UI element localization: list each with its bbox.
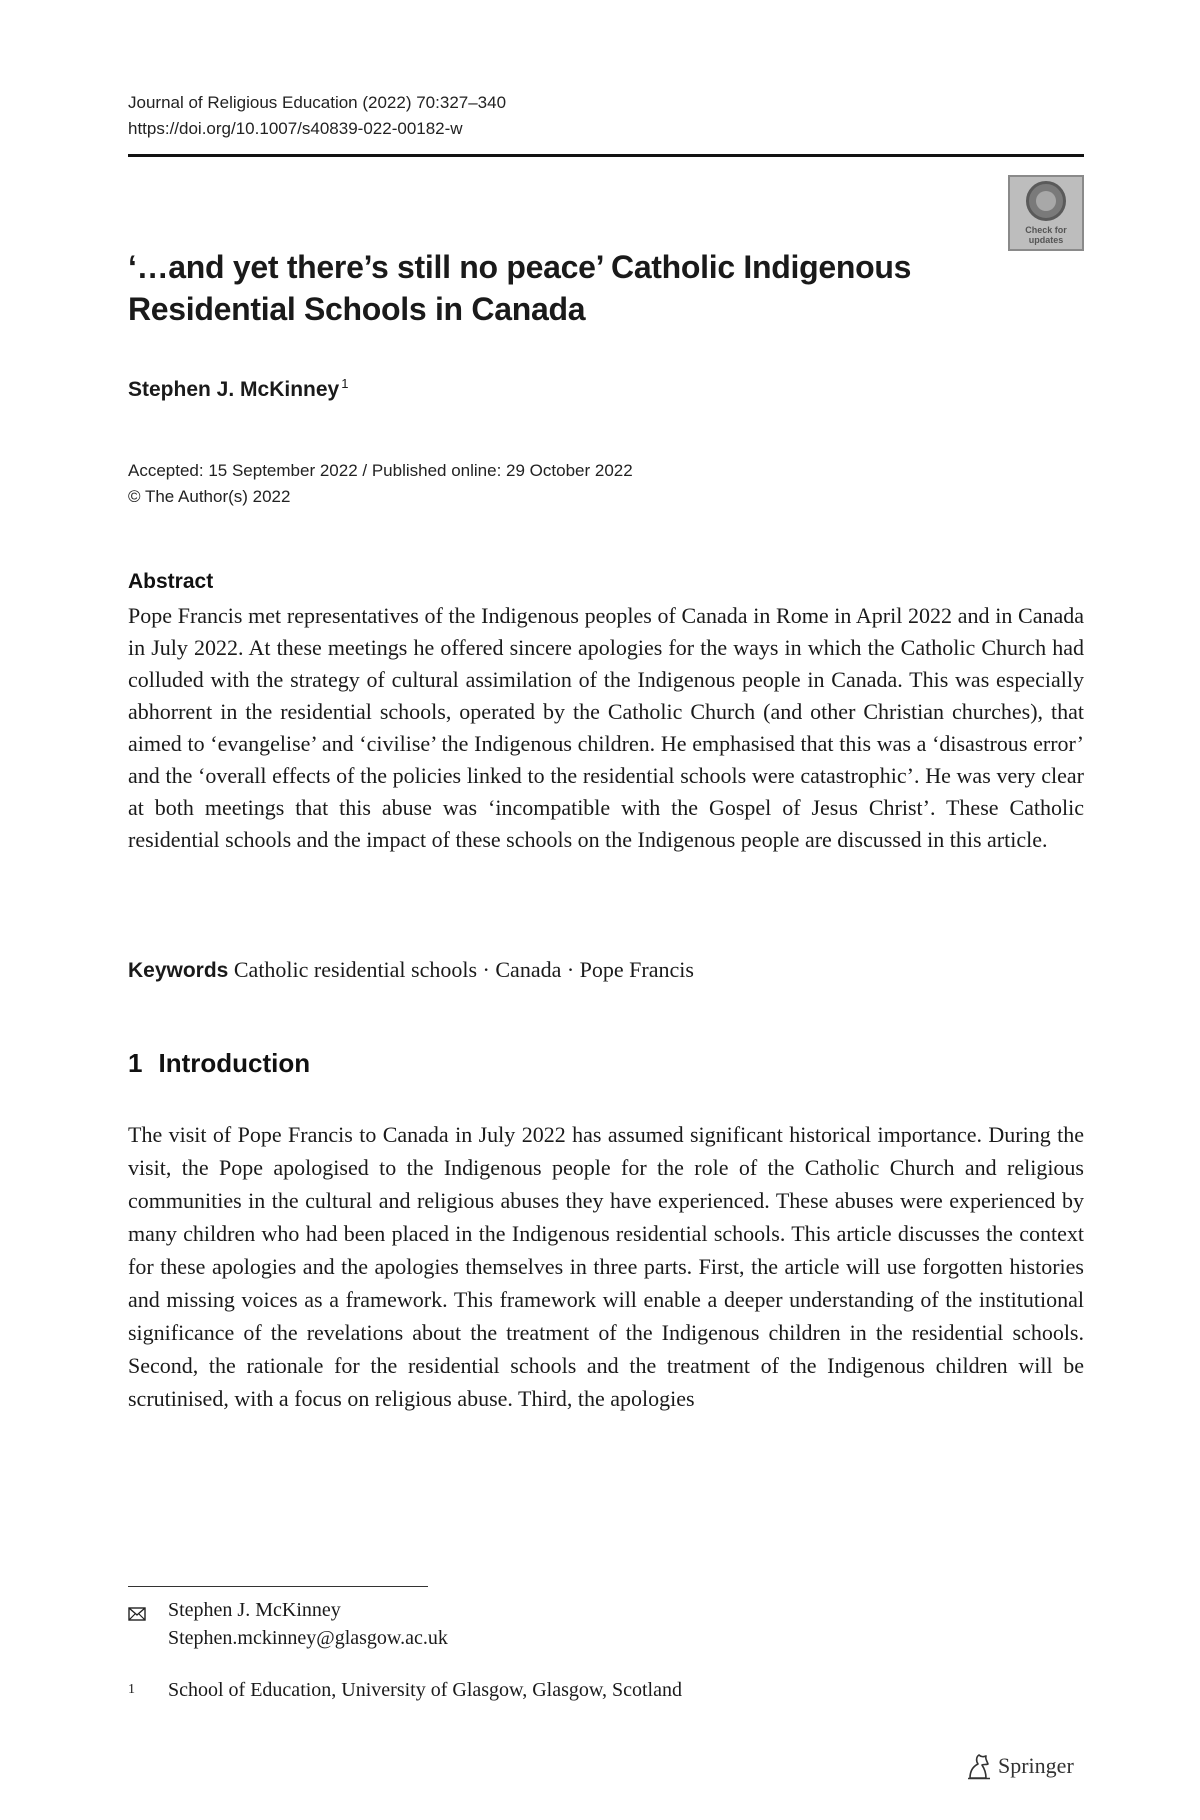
doi-link[interactable]: https://doi.org/10.1007/s40839-022-00182-w <box>128 119 463 138</box>
keyword-item: Canada <box>495 957 562 982</box>
keyword-separator: · <box>561 957 580 982</box>
publication-dates <box>128 458 633 510</box>
crossmark-icon <box>1026 181 1066 221</box>
author-name-text: Stephen J. McKinney <box>128 378 340 401</box>
abstract-heading: Abstract <box>128 570 214 593</box>
affiliation-number: 1 <box>128 1682 135 1697</box>
keyword-item: Catholic residential schools <box>233 957 478 982</box>
section-title: Introduction <box>158 1048 311 1078</box>
header-rule <box>128 154 1084 157</box>
affiliation-footnote <box>128 1676 682 1704</box>
keyword-item: Pope Francis <box>579 957 694 982</box>
keyword-separator: · <box>477 957 496 982</box>
journal-citation: Journal of Religious Education (2022) 70:327–340 <box>128 93 507 112</box>
footnote-rule <box>128 1586 428 1587</box>
section-heading <box>128 1048 310 1079</box>
contact-name: Stephen J. McKinney <box>168 1599 341 1621</box>
contact-email[interactable]: Stephen.mckinney@glasgow.ac.uk <box>168 1627 448 1649</box>
author-name <box>128 376 348 402</box>
check-for-updates-badge[interactable] <box>1008 175 1084 251</box>
publisher-name: Springer <box>998 1753 1074 1778</box>
keywords-label: Keywords <box>128 959 229 982</box>
springer-horse-icon <box>966 1752 992 1780</box>
introduction-text: The visit of Pope Francis to Canada in July 2022 has assumed significant historical importance. During the visit, the Pope apologised to the Indigenous people for the role of the Catholic Church and religious communities in the cultural and religious abuses they have experienced. These abuses were experienced by many children who had been placed in the Indigenous residential schools. This article discusses the context for these apologies and the apologies themselves in three parts. First, the article will use forgotten histories and missing voices as a framework. This framework will enable a deeper understanding of the institutional significance of the revelations about the treatment of the Indigenous children in the residential schools. Second, the rationale for the residential schools and the treatment of the Indigenous children will be scrutinised, with a focus on religious abuse. Third, the apologies <box>128 1122 1084 1411</box>
author-affiliation-marker: 1 <box>341 376 349 391</box>
section-number: 1 <box>128 1048 143 1078</box>
envelope-icon <box>128 1596 168 1652</box>
check-for-updates-label: Check for updates <box>1025 225 1067 245</box>
keywords <box>128 954 1084 987</box>
springer-logo <box>966 1752 1074 1780</box>
article-title: ‘…and yet there’s still no peace’ Catholic Indigenous Residential Schools in Canada <box>128 249 912 327</box>
copyright-notice: © The Author(s) 2022 <box>128 487 291 506</box>
accepted-published-dates: Accepted: 15 September 2022 / Published online: 29 October 2022 <box>128 461 633 480</box>
corresponding-author <box>128 1596 448 1652</box>
affiliation-text: School of Education, University of Glasgow, Glasgow, Scotland <box>168 1679 682 1701</box>
journal-header <box>128 90 506 142</box>
abstract-text: Pope Francis met representatives of the Indigenous peoples of Canada in Rome in April 2022 and in Canada in July 2022. At these meetings he offered sincere apologies for the ways in which the Catholic Church had colluded with the strategy of cultural assimilation of the Indigenous people in Canada. This was especially abhorrent in the residential schools, operated by the Catholic Church (and other Christian churches), that aimed to ‘evangelise’ and ‘civilise’ the Indigenous children. He emphasised that this was a ‘disastrous error’ and the ‘overall effects of the policies linked to the residential schools were catastrophic’. He was very clear at both meetings that this abuse was ‘incompatible with the Gospel of Jesus Christ’. These Catholic residential schools and the impact of these schools on the Indigenous people are discussed in this article. <box>128 603 1084 852</box>
